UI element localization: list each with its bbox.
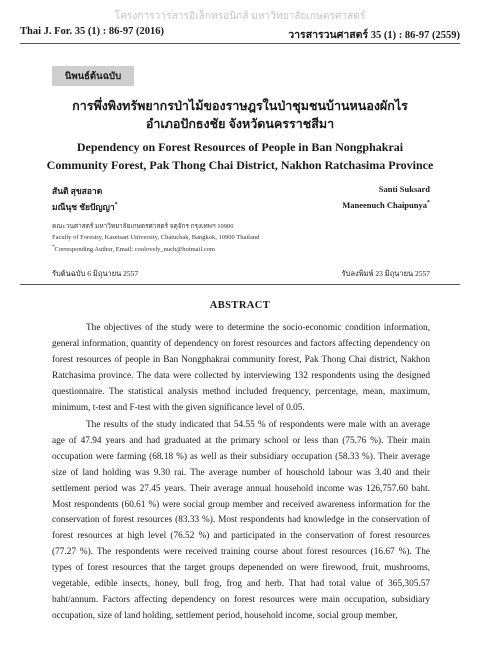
article-type-badge: นิพนธ์ต้นฉบับ	[52, 66, 134, 86]
received-date: รับต้นฉบับ 6 มิถุนายน 2557	[52, 269, 139, 278]
author-1-english: Santi Suksard	[378, 184, 430, 194]
author-2-thai-mark: *	[114, 202, 118, 209]
title-english-line-2: Community Forest, Pak Thong Chai District, Nakhon Ratchasima Province	[46, 158, 434, 172]
author-1-thai: สันติ สุขสอาด	[52, 186, 103, 196]
watermark-text: โครงการวารสารอิเล็กทรอนิกส์ มหาวิทยาลัยเกษตรศาสตร์	[114, 11, 366, 22]
author-2-thai: มณีนุช ชัยปัญญา	[52, 202, 115, 212]
journal-citation-en: Thai J. For. 35 (1) : 86-97 (2016)	[20, 26, 164, 37]
title-thai	[0, 97, 480, 133]
corresponding-mark: *	[52, 245, 55, 250]
accepted-date: รับลงพิมพ์ 23 มิถุนายน 2557	[341, 269, 430, 278]
author-row-2	[52, 200, 430, 214]
running-header	[20, 26, 460, 43]
dates-rule	[20, 284, 460, 285]
title-english-line-1: Dependency on Forest Resources of People in Ban Nongphakrai	[76, 140, 404, 154]
affiliation-thai: คณะวนศาสตร์ มหาวิทยาลัยเกษตรศาสตร์ จตุจักร กรุงเทพฯ 10900	[52, 223, 234, 230]
corresponding-author	[52, 243, 259, 256]
header-rule	[20, 43, 460, 44]
title-thai-line-1: การพึ่งพิงทรัพยากรป่าไม้ของราษฎรในป่าชุมชนบ้านหนองผักไร	[72, 99, 408, 113]
journal-citation-th: วารสารวนศาสตร์ 35 (1) : 86-97 (2559)	[288, 30, 460, 41]
title-thai-line-2: อำเภอปักธงชัย จังหวัดนครราชสีมา	[145, 117, 335, 131]
abstract-heading: ABSTRACT	[209, 300, 271, 311]
author-2-english: Maneenuch Chaipunya	[342, 200, 427, 210]
affiliation-english: Faculty of Forestry, Kasetsart University, Chatuchak, Bangkok, 10900 Thailand	[52, 233, 260, 241]
abstract-paragraph-1: The objectives of the study were to determine the socio-economic condition information, general information, quantity of dependency on forest resources and factors affecting dependency on forest resources of people in Ban Nongphakrai community forest, Pak Thong Chai district, Nakhon Ratchasima province. The data were collected by interviewing 132 respondents using the designed questionnaire. The statistical analysis method included frequency, percentage, mean, maximum, minimum, t-test and F-test with the given significance level of 0.05.	[52, 323, 430, 413]
author-2-english-mark: *	[427, 200, 430, 207]
author-row-1	[52, 184, 430, 198]
submission-dates	[52, 268, 430, 280]
corresponding-email: Corresponding Author, Email: coolovely_nuch@hotmail.com	[54, 246, 215, 254]
abstract-paragraph-2: The results of the study indicated that 54.55 % of respondents were male with an average age of 47.94 years and had graduated at the primary school or less than (75.76 %). Their main occupation were farming (68.18 %) as well as their subsidiary occupation (58.33 %). Their average size of land holding was 9.30 rai. The average number of houschold labour was 3.40 and their settlement period was 27.45 years. Their average annual household income was 126,757.60 baht. Most respondents (60.61 %) were social group member and received awareness information for the conservation of forest resources (83.33 %). Most respondents had knowledge in the conservation of forest resources at high level (76.52 %) and participated in the conservation of forest resources (77.27 %). The respondents were received training course about forest resources (16.67 %). The types of forest resources that the target groups depenended on were firewood, fruit, mushrooms, vegetable, edible insects, honey, bull frog, frog and herb. That had total value of 365,305.57 baht/annum. Factors affecting dependency on forest resources were main occupation, subsidiary occupation, size of land holding, settlement period, household income, social group member,	[52, 420, 430, 621]
title-english	[0, 138, 480, 174]
affiliation-block	[52, 222, 259, 256]
